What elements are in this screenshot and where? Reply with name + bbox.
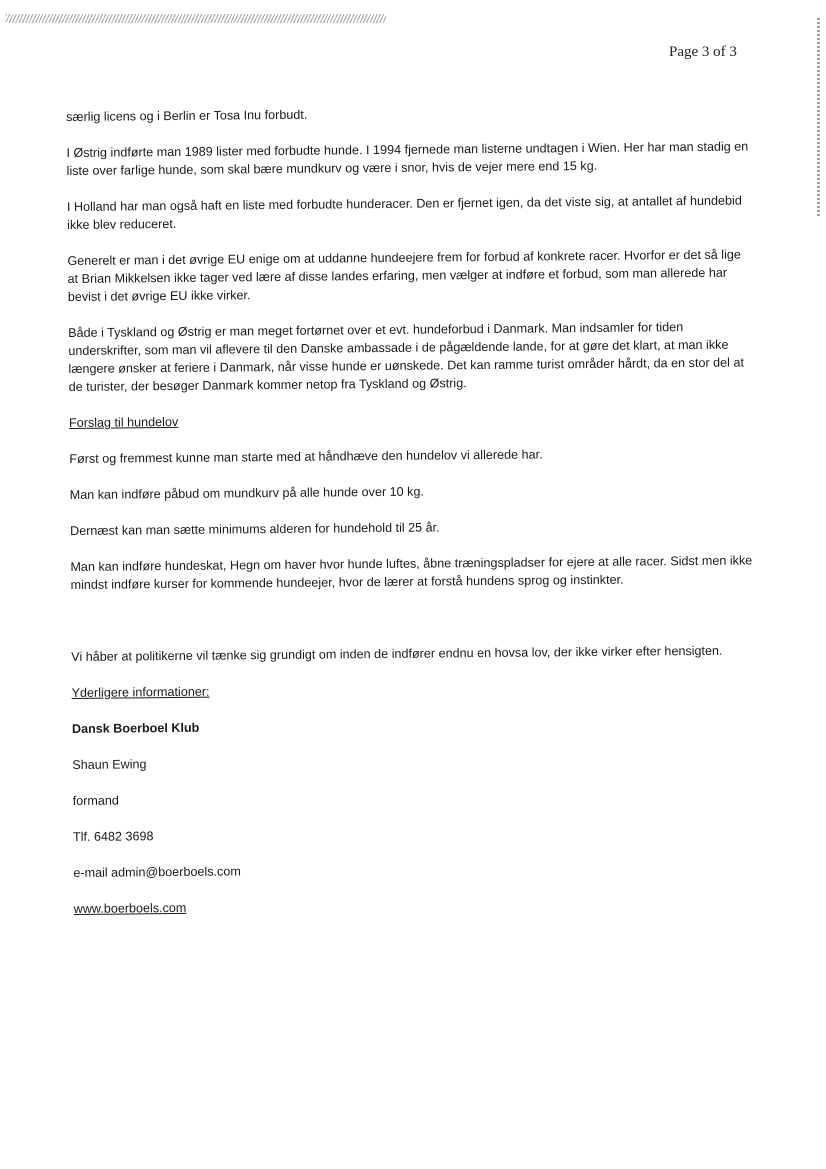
paragraph-holland: I Holland har man også haft en liste med forbudte hunderacer. Den er fjernet igen, da det viste sig, at antallet af hundebid ikke blev reduceret. [66,193,742,232]
document-body [66,101,760,918]
paragraph-berlin: særlig licens og i Berlin er Tosa Inu forbudt. [66,107,308,124]
proposal-muzzle: Man kan indføre påbud om mundkurv på alle hunde over 10 kg. [69,484,425,502]
page-number: Page 3 of 3 [669,44,737,60]
contact-organization: Dansk Boerboel Klub [71,720,200,736]
proposal-tax: Man kan indføre hundeskat, Hegn om haver hvor hunde luftes, åbne træningspladser for ejere at alle racer. Sidst men ikke mindst indføre kurser for kommende hundeejer, hvor de lærer at forstå hundens sprog og instinkter. [70,553,753,592]
proposal-age: Dernæst kan man sætte minimums alderen for hundehold til 25 år. [69,520,440,538]
contact-website: www.boerboels.com [73,900,187,916]
paragraph-tourism: Både i Tyskland og Østrig er man meget fortørnet over et evt. hundeforbud i Danmark. Man indsamler for tiden underskrifter, som man vil aflevere til den Danske ambassade i de pågældende lande, for at gøre det klart, at man ikke længere ønsker at feriere i Danmark, når visse hunde er uønskede. Det kan ramme turist områder hårdt, da en stor del at de turister, der besøger Danmark kommer netop fra Tyskland og Østrig. [68,320,745,394]
paragraph-eu: Generelt er man i det øvrige EU enige om at uddanne hundeejere frem for forbud af konkrete racer. Hvorfor er det så lige at Brian Mikkelsen ikke tager ved lære af disse landes erfaring, men vælger at indføre et forbud, som man allerede har bevist i det øvrige EU ikke virker. [67,247,741,304]
closing-paragraph: Vi håber at politikerne vil tænke sig grundigt om inden de indfører endnu en hovsa lov, der ikke virker efter hensigten. [71,643,723,664]
paragraph-austria: I Østrig indførte man 1989 lister med forbudte hunde. I 1994 fjernede man listerne undtagen i Wien. Her har man stadig en liste over farlige hunde, som skal bære mundkurv og være i snor, hvis de vejer mere end 15 kg. [66,139,749,178]
proposal-heading: Forslag til hundelov [68,414,179,430]
scan-artifact-top [6,14,386,23]
contact-name: Shaun Ewing [72,757,147,772]
scan-artifact-right [817,16,820,216]
contact-role: formand [72,793,119,808]
contact-phone: Tlf. 6482 3698 [72,829,154,844]
contact-email: e-mail admin@boerboels.com [73,864,241,880]
proposal-enforce: Først og fremmest kunne man starte med at håndhæve den hundelov vi allerede har. [69,447,543,466]
contact-heading: Yderligere informationer: [71,684,210,700]
